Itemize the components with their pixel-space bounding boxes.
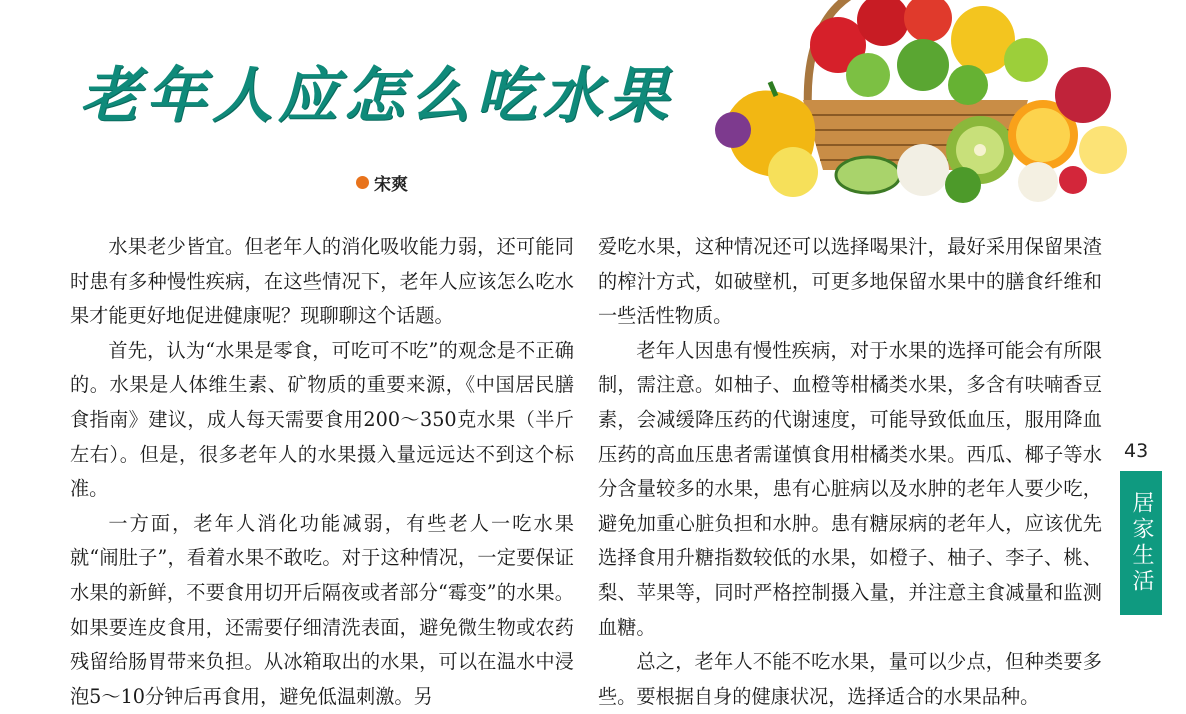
section-tab: 居家生活 [1120, 471, 1162, 615]
fruit-basket-illustration [708, 0, 1148, 208]
paragraph: 一方面，老年人消化功能减弱，有些老人一吃水果就“闹肚子”，看着水果不敢吃。对于这种情况，一定要保证水果的新鲜，不要食用切开后隔夜或者部分“霉变”的水果。如果要连皮食用，还需要仔细清洗表面，避免微生物或农药残留给肠胃带来负担。从冰箱取出的水果，可以在温水中浸泡5～10分钟后再食用，避免低温刺激。另 [70, 511, 574, 708]
right-column [598, 230, 1102, 714]
paragraph: 水果老少皆宜。但老年人的消化吸收能力弱，还可能同时患有多种慢性疾病，在这些情况下，老年人应该怎么吃水果才能更好地促进健康呢？现聊聊这个话题。 [70, 235, 574, 328]
author-name: 宋爽 [374, 175, 408, 195]
author-byline [356, 170, 408, 195]
paragraph: 爱吃水果，这种情况还可以选择喝果汁，最好采用保留果渣的榨汁方式，如破壁机，可更多地保留水果中的膳食纤维和一些活性物质。 [598, 235, 1102, 328]
bullet-dot-icon [356, 176, 369, 189]
paragraph: 老年人因患有慢性疾病，对于水果的选择可能会有所限制，需注意。如柚子、血橙等柑橘类水果，多含有呋喃香豆素，会减缓降压药的代谢速度，可能导致低血压，服用降血压药的高血压患者需谨慎食用柑橘类水果。西瓜、椰子等水分含量较多的水果，患有心脏病以及水肿的老年人要少吃，避免加重心脏负担和水肿。患有糖尿病的老年人，应该优先选择食用升糖指数较低的水果，如橙子、柚子、李子、桃、梨、苹果等，同时严格控制摄入量，并注意主食减量和监测血糖。 [598, 338, 1102, 639]
paragraph: 总之，老年人不能不吃水果，量可以少点，但种类要多些。要根据自身的健康状况，选择适合的水果品种。 [598, 650, 1102, 708]
page-number: 43 [1124, 440, 1149, 462]
paragraph: 首先，认为“水果是零食，可吃可不吃”的观念是不正确的。水果是人体维生素、矿物质的重要来源，《中国居民膳食指南》建议，成人每天需要食用200～350克水果（半斤左右）。但是，很多老年人的水果摄入量远远达不到这个标准。 [70, 338, 574, 501]
article-title: 老年人应怎么吃水果 [80, 61, 674, 131]
left-column [70, 230, 574, 714]
